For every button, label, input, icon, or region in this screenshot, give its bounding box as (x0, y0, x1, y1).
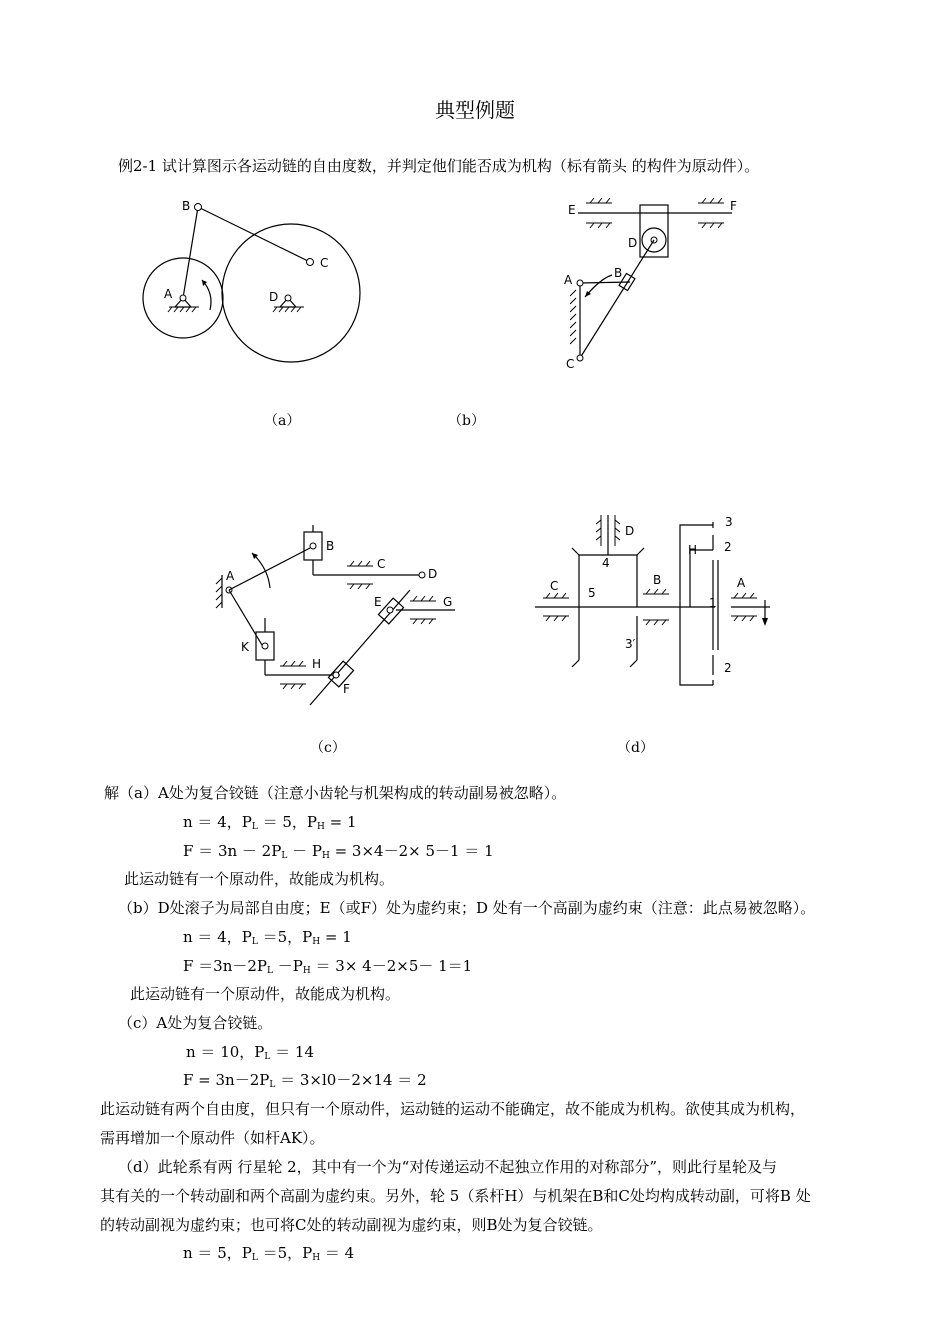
label-d-3: 3 (725, 515, 733, 529)
label-c-G: G (443, 595, 453, 609)
solution-c-params: n ＝ 10，$P_L = 14$ (186, 1043, 314, 1062)
label-d-4: 4 (602, 556, 610, 570)
solution-c-heading: （c）A处为复合铰链。 (118, 1014, 273, 1032)
solution-d-heading-2: 其有关的一个转动副和两个高副为虚约束。另外，轮 5（系杆H）与机架在B和C处均构成转动副，可将B 处 (100, 1187, 811, 1205)
solution-a-heading: 解（a）A处为复合铰链（注意小齿轮与机架构成的转动副易被忽略）。 (104, 784, 567, 802)
solution-d-heading-1: （d）此轮系有两 行星轮 2，其中有一个为“对传递运动不起独立作用的对称部分”，则此行星轮及与 (118, 1158, 778, 1176)
label-d-2-bottom: 2 (724, 661, 732, 675)
caption-c: （c） (310, 740, 346, 756)
figure-b (560, 195, 750, 375)
problem-statement: 例2-1 试计算图示各运动链的自由度数，并判定他们能否成为机构（标有箭头 的构件为原动件）。 (118, 157, 760, 175)
label-a-D: D (269, 290, 279, 304)
figure-d (535, 510, 780, 710)
label-d-1: 1 (709, 596, 717, 610)
label-d-A: A (737, 576, 746, 590)
solution-b-heading: （b）D处滚子为局部自由度；E（或F）处为虚约束；D 处有一个高副为虚约束（注意：此点易被忽略）。 (118, 899, 816, 917)
label-c-F: F (343, 682, 350, 696)
label-a-A: A (164, 287, 173, 301)
solution-b-conclusion: 此运动链有一个原动件，故能成为机构。 (130, 985, 401, 1003)
figure-a (130, 195, 380, 375)
label-b-B: B (614, 266, 623, 280)
label-a-C: C (320, 256, 329, 270)
label-d-3prime: 3′ (625, 637, 636, 651)
label-c-C: C (377, 557, 386, 571)
solution-c-conclusion-2: 需再增加一个原动件（如杆AK）。 (100, 1129, 325, 1147)
label-c-E: E (374, 595, 382, 609)
label-c-A: A (226, 569, 235, 583)
solution-a-params: n ＝ 4，$P_L = 5$，$P_H = 1$ (183, 813, 357, 832)
label-a-B: B (182, 199, 191, 213)
solution-d-params: n ＝ 5，$P_L =5$，$P_H = 4$ (183, 1244, 355, 1263)
caption-a: （a） (264, 413, 301, 429)
label-c-K: K (241, 640, 249, 654)
label-b-D: D (628, 236, 638, 250)
figure-c (210, 520, 460, 710)
label-c-B: B (326, 539, 335, 553)
caption-b: （b） (448, 413, 485, 429)
label-b-A: A (564, 273, 573, 287)
page-title: 典型例题 (435, 98, 515, 122)
label-b-C: C (566, 357, 575, 371)
solution-c-formula: $F = 3n-2P_L = 3\times l0-2\times 14 = 2$ (183, 1071, 427, 1090)
label-d-H: H (688, 543, 698, 557)
solution-b-formula: $F =3n-2P_L -P_H = 3\times 4-2\times 5- 1=1$ (183, 957, 473, 976)
label-d-5: 5 (588, 586, 596, 600)
solution-a-formula: $F = 3n - 2P_L - P_H = 3\times 4-2\times 5-1 = 1$ (183, 842, 494, 861)
label-c-H: H (312, 657, 322, 671)
label-b-E: E (568, 203, 576, 217)
label-b-F: F (730, 199, 737, 213)
solution-a-conclusion: 此运动链有一个原动件，故能成为机构。 (124, 870, 395, 888)
solution-c-conclusion-1: 此运动链有两个自由度，但只有一个原动件，运动链的运动不能确定，故不能成为机构。欲使其成为机构， (100, 1100, 806, 1118)
label-d-B: B (653, 573, 662, 587)
caption-d: （d） (617, 740, 654, 756)
label-c-D: D (428, 567, 438, 581)
solution-b-params: n ＝ 4，$P_L =5$，$P_H = 1$ (183, 928, 352, 947)
solution-d-heading-3: 的转动副视为虚约束；也可将C处的转动副视为虚约束，则B处为复合铰链。 (100, 1216, 603, 1234)
label-d-2-top: 2 (724, 540, 732, 554)
label-d-D: D (625, 524, 635, 538)
label-d-C: C (550, 579, 559, 593)
